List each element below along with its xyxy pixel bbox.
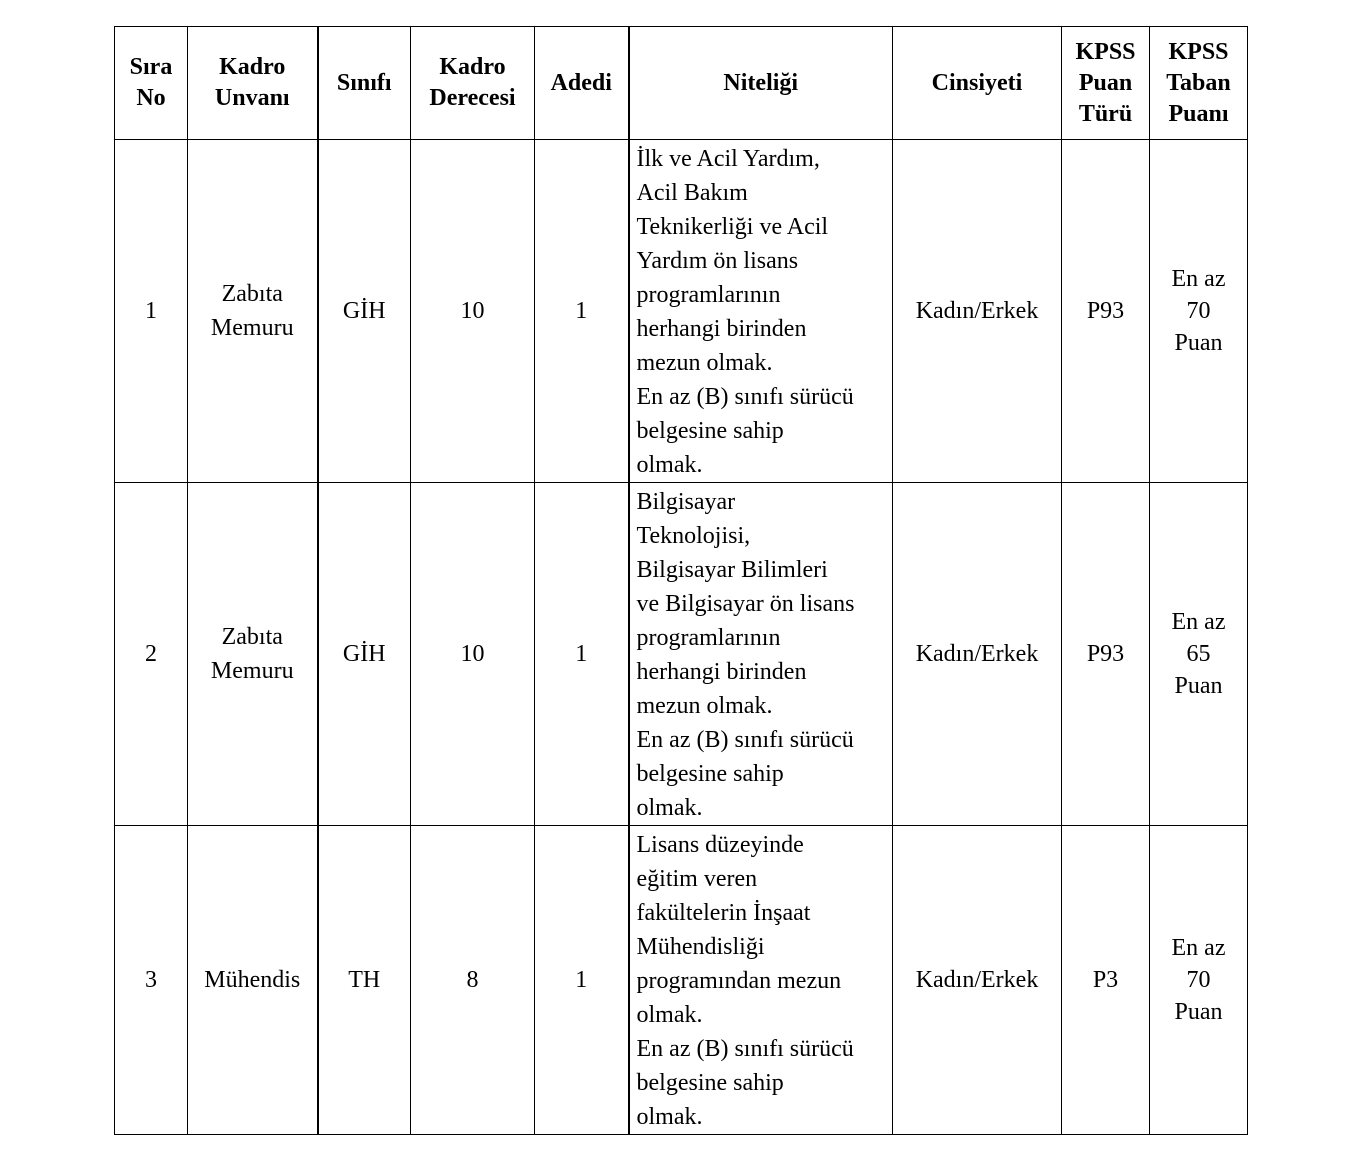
cell-adedi: 1 — [535, 826, 629, 1135]
cell-sinifi: GİH — [318, 483, 411, 826]
header-row — [115, 27, 1248, 140]
cell-kpss-puan-turu: P3 — [1062, 826, 1150, 1135]
cell-kpss-puan-turu: P93 — [1062, 140, 1150, 483]
cell-kadro-unvani: Zabıta Memuru — [188, 483, 318, 826]
header-sira-no: Sıra No — [115, 27, 188, 140]
cell-sira-no: 1 — [115, 140, 188, 483]
cell-kadro-derecesi: 10 — [411, 140, 535, 483]
cell-sinifi: TH — [318, 826, 411, 1135]
cell-kadro-derecesi: 10 — [411, 483, 535, 826]
cell-sira-no: 3 — [115, 826, 188, 1135]
cell-adedi: 1 — [535, 483, 629, 826]
cell-cinsiyeti: Kadın/Erkek — [893, 483, 1062, 826]
cell-niteligi: Bilgisayar Teknolojisi, Bilgisayar Bilimleri ve Bilgisayar ön lisans programlarının herhangi birinden mezun olmak. En az (B) sınıfı sürücü belgesine sahip olmak. — [629, 483, 893, 826]
header-kadro-derecesi: Kadro Derecesi — [411, 27, 535, 140]
table-row — [115, 140, 1248, 483]
cell-kpss-puan-turu: P93 — [1062, 483, 1150, 826]
cell-kadro-unvani: Mühendis — [188, 826, 318, 1135]
cell-cinsiyeti: Kadın/Erkek — [893, 826, 1062, 1135]
header-kpss-taban-puani: KPSS Taban Puanı — [1150, 27, 1248, 140]
cell-sira-no: 2 — [115, 483, 188, 826]
cell-sinifi: GİH — [318, 140, 411, 483]
cell-kadro-unvani: Zabıta Memuru — [188, 140, 318, 483]
table-row — [115, 483, 1248, 826]
kadro-table — [114, 26, 1248, 1135]
cell-niteligi: İlk ve Acil Yardım, Acil Bakım Teknikerliği ve Acil Yardım ön lisans programlarının herhangi birinden mezun olmak. En az (B) sınıfı sürücü belgesine sahip olmak. — [629, 140, 893, 483]
header-adedi: Adedi — [535, 27, 629, 140]
table-row — [115, 826, 1248, 1135]
cell-cinsiyeti: Kadın/Erkek — [893, 140, 1062, 483]
header-sinifi: Sınıfı — [318, 27, 411, 140]
cell-kpss-taban-puani: En az 70 Puan — [1150, 826, 1248, 1135]
cell-kadro-derecesi: 8 — [411, 826, 535, 1135]
header-kpss-puan-turu: KPSS Puan Türü — [1062, 27, 1150, 140]
header-kadro-unvani: Kadro Unvanı — [188, 27, 318, 140]
header-niteligi: Niteliği — [629, 27, 893, 140]
cell-kpss-taban-puani: En az 65 Puan — [1150, 483, 1248, 826]
cell-niteligi: Lisans düzeyinde eğitim veren fakültelerin İnşaat Mühendisliği programından mezun olmak. En az (B) sınıfı sürücü belgesine sahip olmak. — [629, 826, 893, 1135]
cell-kpss-taban-puani: En az 70 Puan — [1150, 140, 1248, 483]
header-cinsiyeti: Cinsiyeti — [893, 27, 1062, 140]
cell-adedi: 1 — [535, 140, 629, 483]
